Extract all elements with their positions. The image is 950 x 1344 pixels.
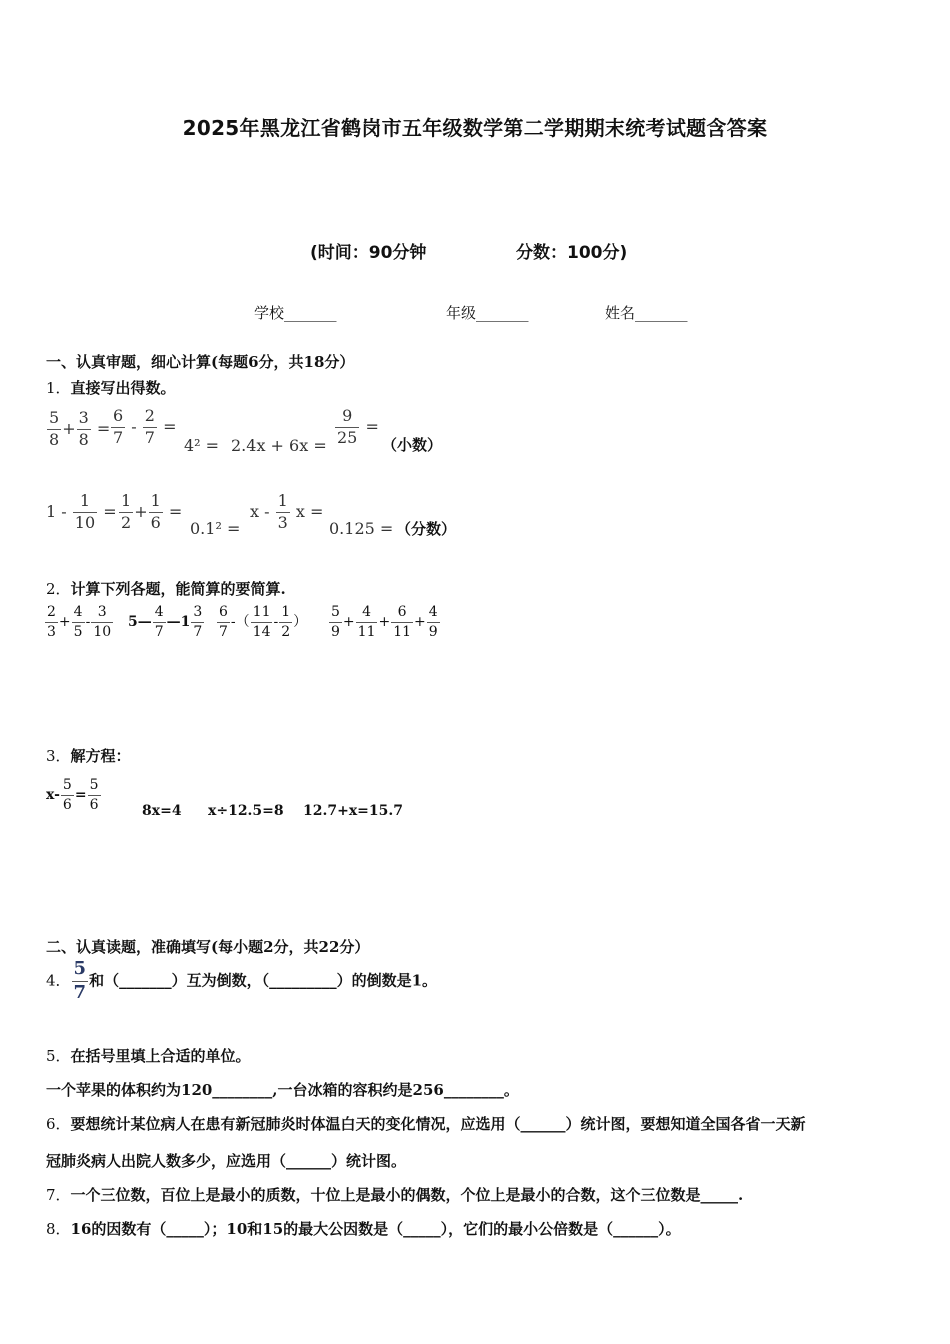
question-text: 在括号里填上合适的单位。 bbox=[70, 1047, 251, 1065]
fraction: $\frac{1}{2}$ bbox=[281, 604, 291, 640]
q3-equation-4: 12.7+x=15.7 bbox=[303, 803, 404, 819]
question-6-line2: 冠肺炎病人出院人数多少，应选用（______）统计图。 bbox=[46, 1152, 407, 1170]
fraction: $\frac{4}{11}$ bbox=[357, 604, 376, 640]
section-2-heading: 二、认真读题，准确填写(每小题2分，共22分） bbox=[46, 938, 370, 956]
question-6 bbox=[46, 1113, 806, 1134]
question-text: 一个三位数，百位上是最小的质数，十位上是最小的偶数，个位上是最小的合数，这个三位数是_____. bbox=[70, 1186, 744, 1204]
question-number: 5． bbox=[46, 1047, 71, 1065]
q3-equation-1: x- $\frac{5}{6}$ = $\frac{5}{6}$ bbox=[46, 777, 99, 813]
grade-field: 年级_______ bbox=[446, 304, 529, 322]
fraction: $\frac{3}{7}$ bbox=[193, 604, 203, 640]
question-8 bbox=[46, 1218, 681, 1239]
question-7 bbox=[46, 1184, 743, 1205]
q1-row2-expr2: $\frac{1}{2}$ + $\frac{1}{6}$ = bbox=[121, 491, 183, 532]
question-number: 8． bbox=[46, 1220, 71, 1238]
fraction: $\frac{5}{8}$ bbox=[49, 408, 60, 449]
fraction: $\frac{4}{9}$ bbox=[428, 604, 438, 640]
q1-row1-expr3: 4² = bbox=[184, 436, 220, 455]
q1-row1-note: （小数） bbox=[382, 436, 443, 454]
question-4 bbox=[46, 960, 437, 1003]
q1-row2-expr1: 1 - $\frac{1}{10}$ = bbox=[46, 491, 117, 532]
q1-row2-note: （分数） bbox=[396, 520, 457, 538]
fraction: $\frac{5}{9}$ bbox=[331, 604, 340, 640]
fraction: $\frac{2}{7}$ bbox=[144, 406, 155, 447]
question-5-line2: 一个苹果的体积约为120________,一台冰箱的容积约是256________。 bbox=[46, 1081, 519, 1099]
question-number: 4． bbox=[46, 971, 71, 990]
fraction: $\frac{4}{7}$ bbox=[154, 604, 164, 640]
school-field: 学校_______ bbox=[254, 304, 337, 322]
exam-score: 分数：100分) bbox=[516, 243, 628, 263]
q1-row1-expr1: $\frac{5}{8}$ + $\frac{3}{8}$ = bbox=[49, 408, 111, 449]
fraction: $\frac{11}{14}$ bbox=[252, 604, 271, 640]
fraction: $\frac{1}{6}$ bbox=[150, 491, 161, 532]
fraction: $\frac{4}{5}$ bbox=[73, 604, 83, 640]
fraction: $\frac{5}{6}$ bbox=[89, 777, 99, 813]
question-text: 和（_______）互为倒数，（_________）的倒数是1。 bbox=[89, 971, 438, 990]
fraction: $\frac{1}{2}$ bbox=[121, 491, 132, 532]
page-title: 2025年黑龙江省鹤岗市五年级数学第二学期期末统考试题含答案 bbox=[182, 116, 768, 140]
question-number: 7． bbox=[46, 1186, 71, 1204]
exam-time: (时间：90分钟 bbox=[310, 243, 427, 263]
fraction: $\frac{3}{10}$ bbox=[93, 604, 112, 640]
q3-equation-3: x÷12.5=8 bbox=[208, 803, 284, 819]
fraction: $\frac{9}{25}$ bbox=[337, 406, 358, 447]
q2-problem-2: 5— $\frac{4}{7}$ —1 $\frac{3}{7}$ bbox=[128, 604, 203, 640]
question-number: 1． bbox=[46, 379, 71, 397]
question-text: 解方程： bbox=[70, 747, 131, 765]
q1-row1-expr4: 2.4x + 6x = bbox=[231, 436, 327, 455]
fraction: $\frac{6}{11}$ bbox=[393, 604, 412, 640]
fraction: $\frac{5}{7}$ bbox=[73, 958, 87, 1003]
question-2 bbox=[46, 578, 286, 599]
fraction: $\frac{1}{10}$ bbox=[74, 491, 96, 532]
fraction: $\frac{6}{7}$ bbox=[219, 604, 228, 640]
question-1 bbox=[46, 377, 176, 398]
q3-equation-2: 8x=4 bbox=[142, 803, 182, 819]
question-text: 16的因数有（_____）；10和15的最大公因数是（_____），它们的最小公倍数是（______）。 bbox=[70, 1220, 681, 1238]
section-1-heading: 一、认真审题，细心计算(每题6分，共18分） bbox=[46, 353, 355, 371]
fraction: $\frac{1}{3}$ bbox=[277, 491, 288, 532]
q1-row2-expr3: 0.1² = bbox=[190, 519, 241, 538]
q1-row2-expr4: x - $\frac{1}{3}$ x = bbox=[250, 491, 324, 532]
question-number: 3． bbox=[46, 747, 71, 765]
fraction: $\frac{3}{8}$ bbox=[78, 408, 89, 449]
q2-problem-3: $\frac{6}{7}$ -（ $\frac{11}{14}$ - $\frac{1}{2}$ ） bbox=[219, 604, 308, 640]
q2-problem-1: $\frac{2}{3}$ + $\frac{4}{5}$ - $\frac{3}{10}$ bbox=[47, 604, 112, 640]
question-text: 计算下列各题，能简算的要简算. bbox=[70, 580, 286, 598]
fraction: $\frac{5}{6}$ bbox=[62, 777, 72, 813]
fraction: $\frac{2}{3}$ bbox=[47, 604, 56, 640]
question-number: 6． bbox=[46, 1115, 71, 1133]
question-number: 2． bbox=[46, 580, 71, 598]
q1-row1-expr5: $\frac{9}{25}$ = bbox=[337, 406, 379, 447]
question-text: 要想统计某位病人在患有新冠肺炎时体温白天的变化情况，应选用（______）统计图，要想知道全国各省一天新 bbox=[70, 1115, 806, 1133]
fraction: $\frac{6}{7}$ bbox=[113, 406, 124, 447]
q1-row2-expr5: 0.125 = bbox=[329, 519, 394, 538]
q2-problem-4: $\frac{5}{9}$ + $\frac{4}{11}$ + $\frac{6}{11}$ + $\frac{4}{9}$ bbox=[331, 604, 438, 640]
name-field: 姓名_______ bbox=[605, 304, 688, 322]
question-5 bbox=[46, 1045, 251, 1066]
q1-row1-expr2: $\frac{6}{7}$ - $\frac{2}{7}$ = bbox=[113, 406, 177, 447]
question-3 bbox=[46, 745, 131, 766]
question-text: 直接写出得数。 bbox=[70, 379, 176, 397]
